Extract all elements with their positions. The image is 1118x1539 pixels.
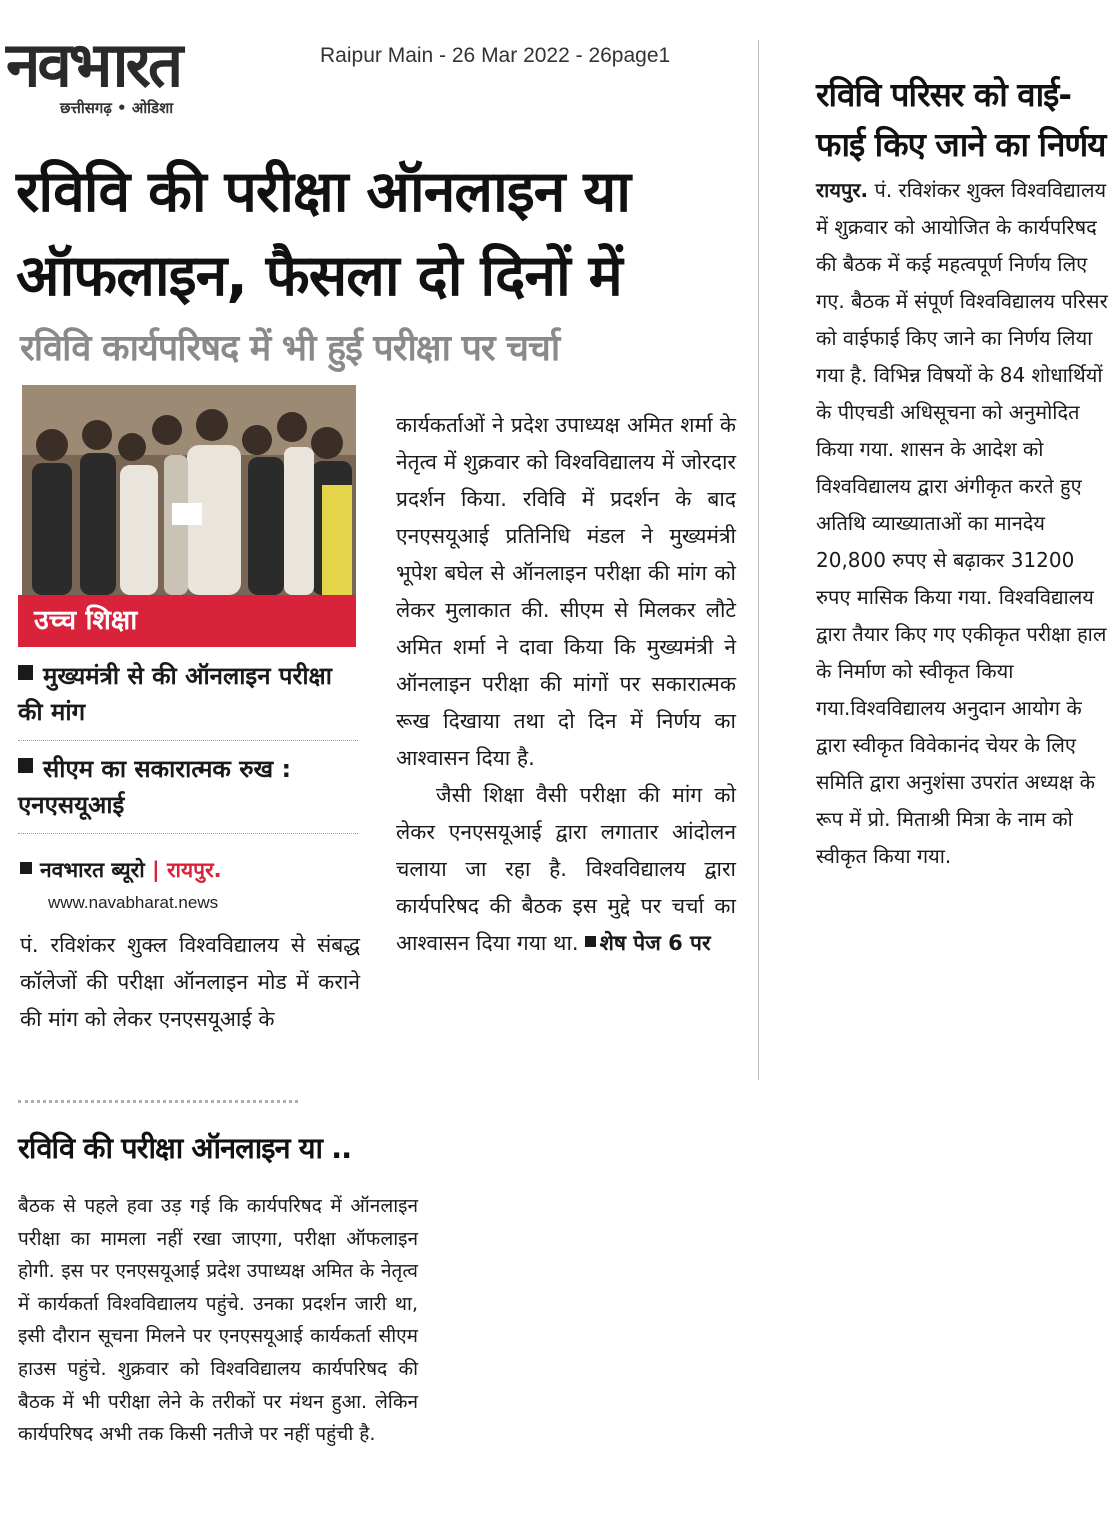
story-highlights [18,656,358,842]
story-paragraph: जैसी शिक्षा वैसी परीक्षा की मांग को लेकर एनएसयूआई द्वारा लगातार आंदोलन चलाया जा रहा है. विश्वविद्यालय द्वारा कार्यपरिषद की बैठक इस मुद्दे पर चर्चा का आश्वासन दिया गया था. शेष पेज 6 पर [396,783,736,955]
side-story-text: रायपुर. पं. रविशंकर शुक्ल विश्वविद्यालय में शुक्रवार को आयोजित के कार्यपरिषद की बैठक में कई महत्वपूर्ण निर्णय लिए गए. बैठक में संपूर्ण विश्वविद्यालय परिसर को वाईफाई किए जाने का निर्णय लिया गया है. विभिन्न विषयों के 84 शोधार्थियों के पीएचडी अधिसूचना को अनुमोदित किया गया. शासन के आदेश को विश्वविद्यालय द्वारा अंगीकृत करते हुए अतिथि व्याख्याताओं का मानदेय 20,800 रुपए से बढ़ाकर 31200 रुपए मासिक किया गया. विश्वविद्यालय द्वारा तैयार किए गए एकीकृत परीक्षा हाल के निर्माण को स्वीकृत किया गया.विश्वविद्यालय अनुदान आयोग के द्वारा स्वीकृत विवेकानंद चेयर के लिए समिति द्वारा अनुशंसा उपरांत अध्यक्ष के रूप में प्रो. मिताश्री मित्रा के नाम को स्वीकृत किया गया. [816,178,1108,868]
bureau-name: नवभारत ब्यूरो [40,858,145,882]
byline: नवभारत ब्यूरो | रायपुर. [20,856,360,884]
square-bullet-icon [20,862,32,874]
story-text-column-2 [396,407,736,962]
continuation-text: बैठक से पहले हवा उड़ गई कि कार्यपरिषद में ऑनलाइन परीक्षा का मामला नहीं रखा जाएगा, परीक्षा ऑफलाइन होगी. इस पर एनएसयूआई प्रदेश उपाध्यक्ष अमित के नेतृत्व में कार्यकर्ता विश्वविद्यालय पहुंचे. उनका प्रदर्शन जारी था, इसी दौरान सूचना मिलने पर एनएसयूआई कार्यकर्ता सीएम हाउस पहुंचे. शुक्रवार को विश्वविद्यालय कार्यपरिषद की बैठक में भी परीक्षा लेने के तरीकों पर मंथन हुआ. लेकिन कार्यपरिषद अभी तक किसी नतीजे पर नहीं पहुंची है. [18,1195,418,1446]
story-text-column-1: पं. रविशंकर शुक्ल विश्वविद्यालय से संबद्ध कॉलेजों की परीक्षा ऑनलाइन मोड में कराने की मांग को लेकर एनएसयूआई के [20,933,360,1031]
story-paragraph: कार्यकर्ताओं ने प्रदेश उपाध्यक्ष अमित शर्मा के नेतृत्व में शुक्रवार को विश्वविद्यालय में जोरदार प्रदर्शन किया. रविवि में प्रदर्शन के बाद एनएसयूआई प्रतिनिधि मंडल ने मुख्यमंत्री भूपेश बघेल से ऑनलाइन परीक्षा की मांग को लेकर मुलाकात की. सीएम से मिलकर लौटे अमित शर्मा ने दावा किया कि मुख्यमंत्री ने ऑनलाइन परीक्षा की मांगों पर सकारात्मक रूख दिखाया तथा दो दिन में निर्णय का आश्वासन दिया है. [396,413,736,770]
highlight-item: सीएम का सकारात्मक रुख : एनएसयूआई [18,749,358,834]
byline-city: रायपुर. [166,858,222,882]
square-bullet-icon [18,665,33,680]
masthead-region: छत्तीसगढ़ • ओडिशा [60,99,174,117]
news-photo [22,385,356,595]
continuation-headline: रविवि की परीक्षा ऑनलाइन या .. [18,1131,352,1165]
highlight-item: मुख्यमंत्री से की ऑनलाइन परीक्षा की मांग [18,656,358,741]
section-kicker: उच्च शिक्षा [18,595,356,647]
clipping-edge [18,1100,298,1109]
main-headline: रविवि की परीक्षा ऑनलाइन या ऑफलाइन, फैसला दो दिनों में [16,159,631,309]
continued-marker: शेष पेज 6 पर [579,931,711,955]
sub-headline: रविवि कार्यपरिषद में भी हुई परीक्षा पर चर्चा [20,328,560,369]
column-divider [758,40,759,1080]
side-story-dateline: रायपुर. [816,178,869,202]
edition-info: Raipur Main - 26 Mar 2022 - 26page1 [320,44,671,67]
side-story-headline: रविवि परिसर को वाई-फाई किए जाने का निर्णय [816,75,1106,164]
square-bullet-icon [585,936,596,947]
square-bullet-icon [18,758,33,773]
group-photo-image [22,385,356,595]
website-url: www.navabharat.news [48,893,219,912]
newspaper-logo: नवभारत [6,28,181,101]
